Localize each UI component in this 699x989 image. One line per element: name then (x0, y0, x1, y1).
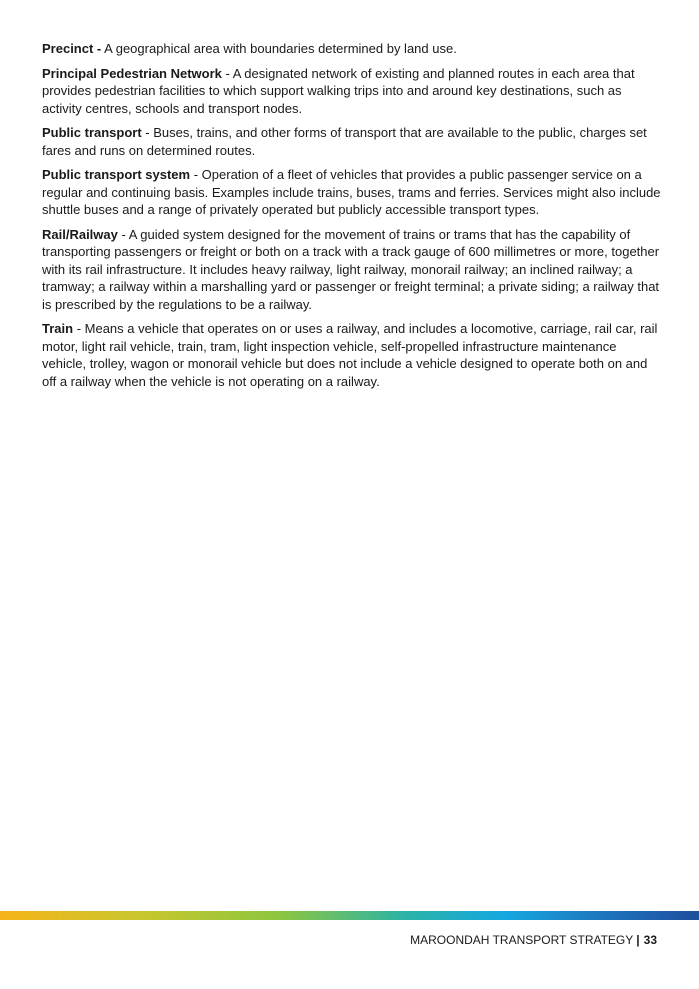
page-number: 33 (643, 933, 657, 947)
footer-color-bar (0, 911, 699, 920)
glossary-definition: - Means a vehicle that operates on or uses a railway, and includes a locomotive, carriage, rail car, rail motor, light rail vehicle, train, tram, light inspection vehicle, self-propelled infrastructure maintenance vehicle, trolley, wagon or monorail vehicle but does not include a vehicle designed to operate both on and off a railway when the vehicle is not operating on a railway. (42, 321, 658, 389)
glossary-entry-principal-pedestrian-network (42, 65, 662, 118)
footer-separator: | (636, 933, 640, 947)
glossary-term: Precinct - (42, 41, 102, 56)
glossary-definition: - Buses, trains, and other forms of transport that are available to the public, charges set fares and runs on determined routes. (42, 125, 647, 158)
glossary-term: Public transport (42, 125, 142, 140)
glossary-entry-rail-railway (42, 226, 662, 314)
glossary-term: Principal Pedestrian Network (42, 65, 222, 81)
glossary-term: Public transport system (42, 167, 191, 182)
glossary-definition: - A designated network of existing and planned routes in each area that provides pedestrian facilities to which support walking trips into and around key destinations, such as activity centres, schools and transport nodes. (42, 65, 635, 116)
glossary-definition: A geographical area with boundaries determined by land use. (101, 41, 457, 56)
glossary-definition: - Operation of a fleet of vehicles that provides a public passenger service on a regular and continuing basis. Examples include trains, buses, trams and ferries. Services might also include shuttle buses and a range of privately operated but publicly accessible transport types. (42, 167, 661, 217)
glossary-entry-public-transport (42, 124, 662, 159)
page-footer (410, 933, 657, 947)
glossary-list (42, 40, 662, 397)
document-title: MAROONDAH TRANSPORT STRATEGY (410, 933, 634, 947)
glossary-definition: - A guided system designed for the movement of trains or trams that has the capability of transporting passengers or freight or both on a track with a track gauge of 600 millimetres or more, together with its rail infrastructure. It includes heavy railway, light railway, monorail railway; an inclined railway; a tramway; a railway within a marshalling yard or passenger or freight terminal; a private siding; a railway that is prescribed by the regulations to be a railway. (42, 226, 660, 312)
glossary-term: Train (42, 321, 74, 336)
glossary-entry-public-transport-system (42, 166, 662, 219)
glossary-entry-precinct (42, 40, 662, 58)
glossary-term: Rail/Railway (42, 226, 118, 242)
glossary-entry-train (42, 320, 662, 390)
